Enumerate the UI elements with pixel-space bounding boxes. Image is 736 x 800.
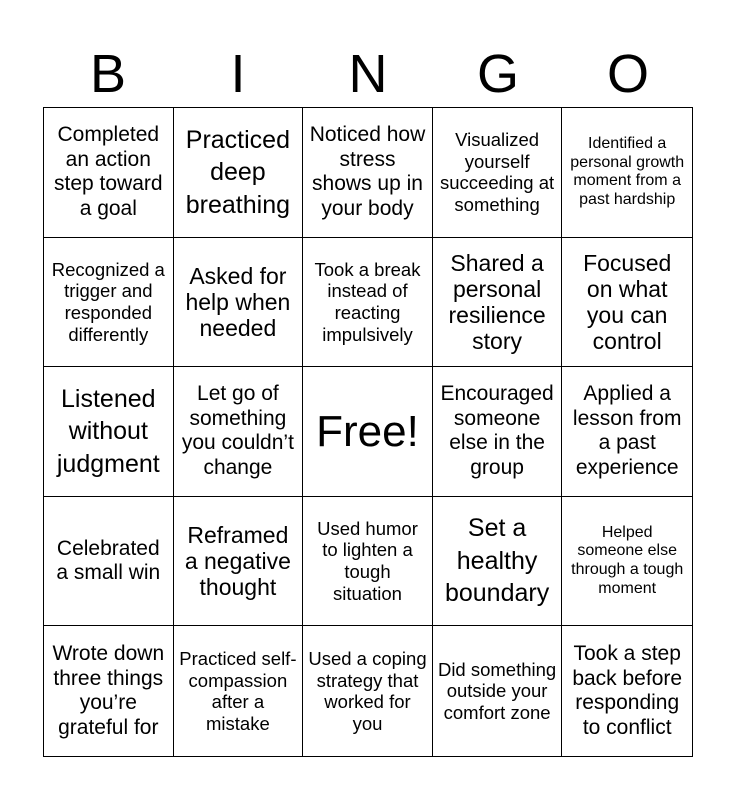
- header-letter-o: O: [606, 44, 649, 104]
- bingo-cell[interactable]: Let go of something you couldn’t change: [174, 367, 304, 497]
- bingo-cell[interactable]: Celebrated a small win: [44, 497, 174, 627]
- bingo-cell[interactable]: Listened without judgment: [44, 367, 174, 497]
- bingo-header: [43, 40, 693, 108]
- bingo-cell[interactable]: Set a healthy boundary: [433, 497, 563, 627]
- bingo-cell[interactable]: Applied a lesson from a past experience: [562, 367, 692, 497]
- bingo-cell[interactable]: Used a coping strategy that worked for you: [303, 626, 433, 756]
- bingo-cell[interactable]: Reframed a negative thought: [174, 497, 304, 627]
- bingo-cell[interactable]: Practiced deep breathing: [174, 108, 304, 238]
- bingo-cell[interactable]: Focused on what you can control: [562, 238, 692, 368]
- header-letter-i: I: [230, 44, 246, 104]
- header-letter-b: B: [89, 44, 127, 104]
- bingo-cell[interactable]: Took a step back before responding to conflict: [572, 642, 683, 739]
- bingo-cell[interactable]: Helped someone else through a tough moment: [562, 497, 692, 627]
- bingo-cell[interactable]: Completed an action step toward a goal: [44, 108, 174, 238]
- bingo-cell[interactable]: Recognized a trigger and responded differently: [44, 238, 174, 368]
- header-letter-n: N: [348, 44, 388, 104]
- bingo-cell[interactable]: Visualized yourself succeeding at something: [433, 108, 563, 238]
- bingo-cell[interactable]: Shared a personal resilience story: [433, 238, 563, 368]
- bingo-cell[interactable]: Asked for help when needed: [174, 238, 304, 368]
- bingo-cell[interactable]: Took a break instead of reacting impulsively: [303, 238, 433, 368]
- bingo-cell[interactable]: Identified a personal growth moment from a past hardship: [562, 108, 692, 238]
- bingo-cell[interactable]: Practiced self-compassion after a mistake: [174, 626, 304, 756]
- bingo-cell[interactable]: Did something outside your comfort zone: [433, 626, 563, 756]
- header-letter-g: G: [476, 44, 519, 104]
- bingo-cell[interactable]: Wrote down three things you’re grateful for: [44, 626, 174, 756]
- bingo-cell[interactable]: Encouraged someone else in the group: [433, 367, 563, 497]
- bingo-cell[interactable]: Noticed how stress shows up in your body: [303, 108, 433, 238]
- bingo-cell[interactable]: Used humor to lighten a tough situation: [303, 497, 433, 627]
- free-space-cell[interactable]: Free!: [303, 367, 433, 497]
- bingo-card-grid: [43, 107, 693, 757]
